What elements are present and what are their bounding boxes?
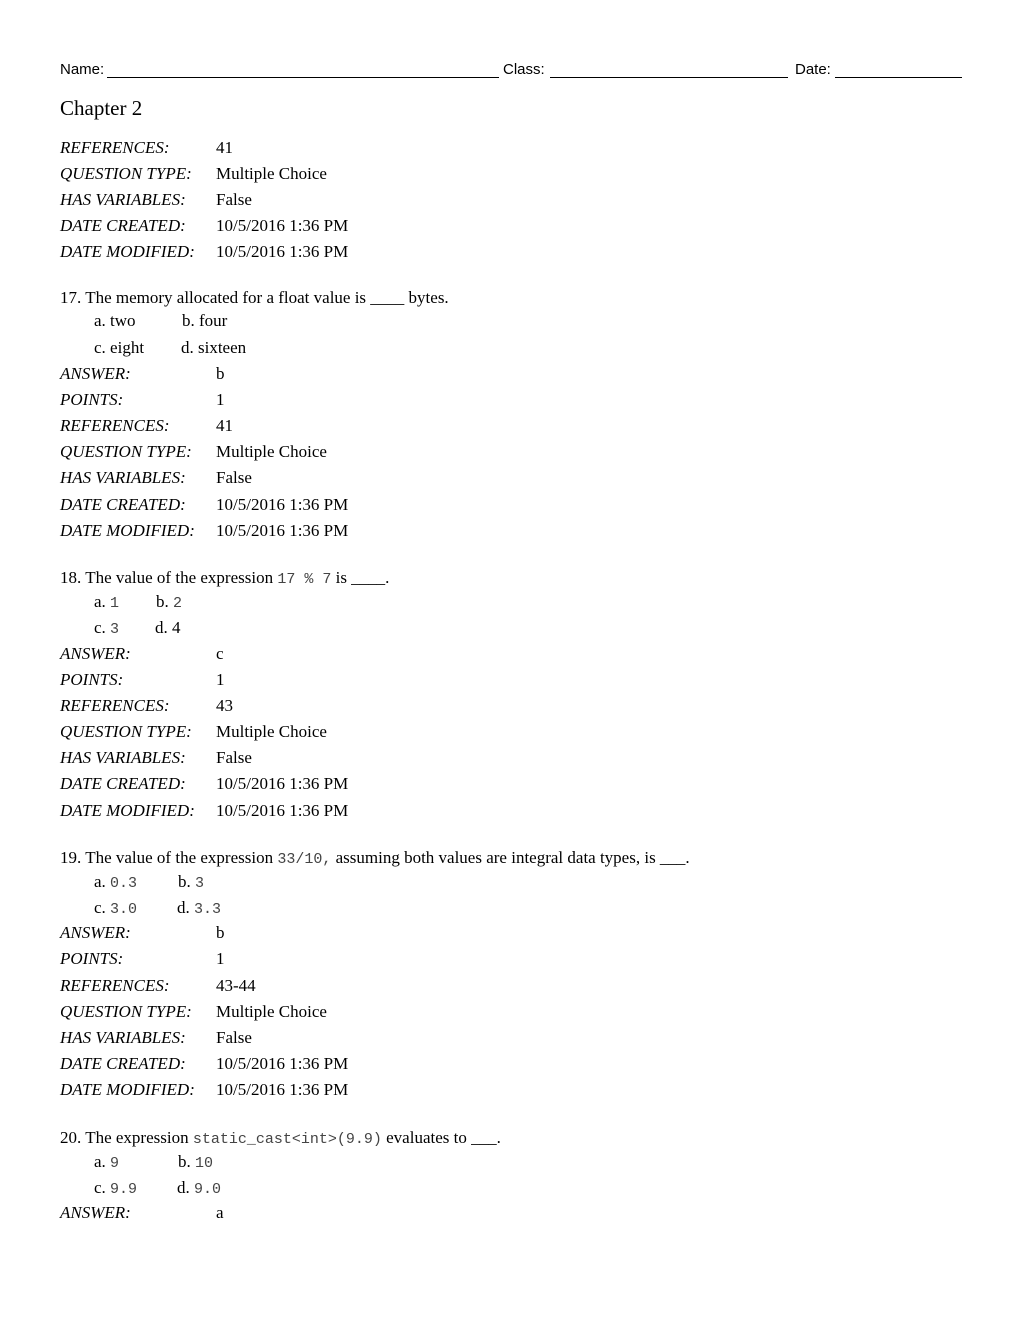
meta-value: 10/5/2016 1:36 PM <box>216 242 349 261</box>
meta-label: QUESTION TYPE: <box>60 164 192 183</box>
option-d: d. sixteen <box>181 338 247 357</box>
meta-value: False <box>216 748 252 767</box>
meta-label: DATE MODIFIED: <box>60 521 195 540</box>
answer-label: ANSWER: <box>60 364 131 383</box>
meta-value: False <box>216 190 252 209</box>
option-c: c. 3.0 <box>94 898 138 918</box>
meta-value: False <box>216 468 252 487</box>
option-d: d. 4 <box>155 618 181 637</box>
meta-label: REFERENCES: <box>60 416 170 435</box>
option-b: b. four <box>182 311 228 330</box>
meta-label: REFERENCES: <box>60 138 170 157</box>
answer-value: b <box>216 364 225 383</box>
meta-value: Multiple Choice <box>216 164 327 183</box>
option-a: a. 9 <box>94 1152 120 1172</box>
meta-label: DATE CREATED: <box>60 1054 186 1073</box>
chapter-title: Chapter 2 <box>60 96 143 120</box>
meta-label: HAS VARIABLES: <box>60 1028 186 1047</box>
meta-label: REFERENCES: <box>60 696 170 715</box>
option-c: c. 9.9 <box>94 1178 138 1198</box>
meta-label: HAS VARIABLES: <box>60 748 186 767</box>
meta-label: DATE CREATED: <box>60 216 186 235</box>
answer-label: ANSWER: <box>60 644 131 663</box>
points-label: POINTS: <box>60 949 124 968</box>
student-info-header <box>60 60 962 82</box>
class-line[interactable] <box>550 77 788 78</box>
meta-label: HAS VARIABLES: <box>60 190 186 209</box>
option-b: b. 2 <box>156 592 183 612</box>
meta-value: 10/5/2016 1:36 PM <box>216 1080 349 1099</box>
date-line[interactable] <box>835 77 962 78</box>
meta-value: 41 <box>216 416 233 435</box>
meta-label: DATE CREATED: <box>60 495 186 514</box>
option-c: c. eight <box>94 338 145 357</box>
question-stem: 19. The value of the expression 33/10, assuming both values are integral data types, is ___. <box>60 848 690 868</box>
meta-value: Multiple Choice <box>216 1002 327 1021</box>
option-a: a. 1 <box>94 592 120 612</box>
meta-label: REFERENCES: <box>60 976 170 995</box>
meta-value: False <box>216 1028 252 1047</box>
meta-value: 10/5/2016 1:36 PM <box>216 495 349 514</box>
meta-label: DATE MODIFIED: <box>60 801 195 820</box>
meta-label: DATE MODIFIED: <box>60 242 195 261</box>
meta-value: 10/5/2016 1:36 PM <box>216 521 349 540</box>
meta-value: 10/5/2016 1:36 PM <box>216 801 349 820</box>
question-stem: 18. The value of the expression 17 % 7 is ____. <box>60 568 390 588</box>
points-value: 1 <box>216 670 225 689</box>
points-label: POINTS: <box>60 670 124 689</box>
answer-value: a <box>216 1203 224 1222</box>
meta-value: 43 <box>216 696 233 715</box>
name-line[interactable] <box>107 77 499 78</box>
meta-label: QUESTION TYPE: <box>60 722 192 741</box>
date-label: Date: <box>795 61 831 78</box>
option-a: a. two <box>94 311 136 330</box>
meta-label: HAS VARIABLES: <box>60 468 186 487</box>
meta-value: 10/5/2016 1:36 PM <box>216 1054 349 1073</box>
points-value: 1 <box>216 949 225 968</box>
answer-value: b <box>216 923 225 942</box>
option-a: a. 0.3 <box>94 872 138 892</box>
answer-label: ANSWER: <box>60 923 131 942</box>
meta-label: DATE MODIFIED: <box>60 1080 195 1099</box>
question-stem: 20. The expression static_cast<int>(9.9) evaluates to ___. <box>60 1128 501 1148</box>
meta-value: Multiple Choice <box>216 722 327 741</box>
answer-value: c <box>216 644 224 663</box>
option-c: c. 3 <box>94 618 120 638</box>
meta-value: 10/5/2016 1:36 PM <box>216 216 349 235</box>
meta-label: QUESTION TYPE: <box>60 1002 192 1021</box>
meta-value: 10/5/2016 1:36 PM <box>216 774 349 793</box>
meta-value: 43-44 <box>216 976 256 995</box>
points-label: POINTS: <box>60 390 124 409</box>
answer-label: ANSWER: <box>60 1203 131 1222</box>
class-label: Class: <box>503 61 545 78</box>
meta-value: Multiple Choice <box>216 442 327 461</box>
option-b: b. 10 <box>178 1152 214 1172</box>
question-stem: 17. The memory allocated for a float value is ____ bytes. <box>60 288 449 307</box>
meta-label: DATE CREATED: <box>60 774 186 793</box>
meta-label: QUESTION TYPE: <box>60 442 192 461</box>
name-label: Name: <box>60 61 105 78</box>
points-value: 1 <box>216 390 225 409</box>
option-b: b. 3 <box>178 872 205 892</box>
meta-value: 41 <box>216 138 233 157</box>
option-d: d. 3.3 <box>177 898 222 918</box>
option-d: d. 9.0 <box>177 1178 222 1198</box>
